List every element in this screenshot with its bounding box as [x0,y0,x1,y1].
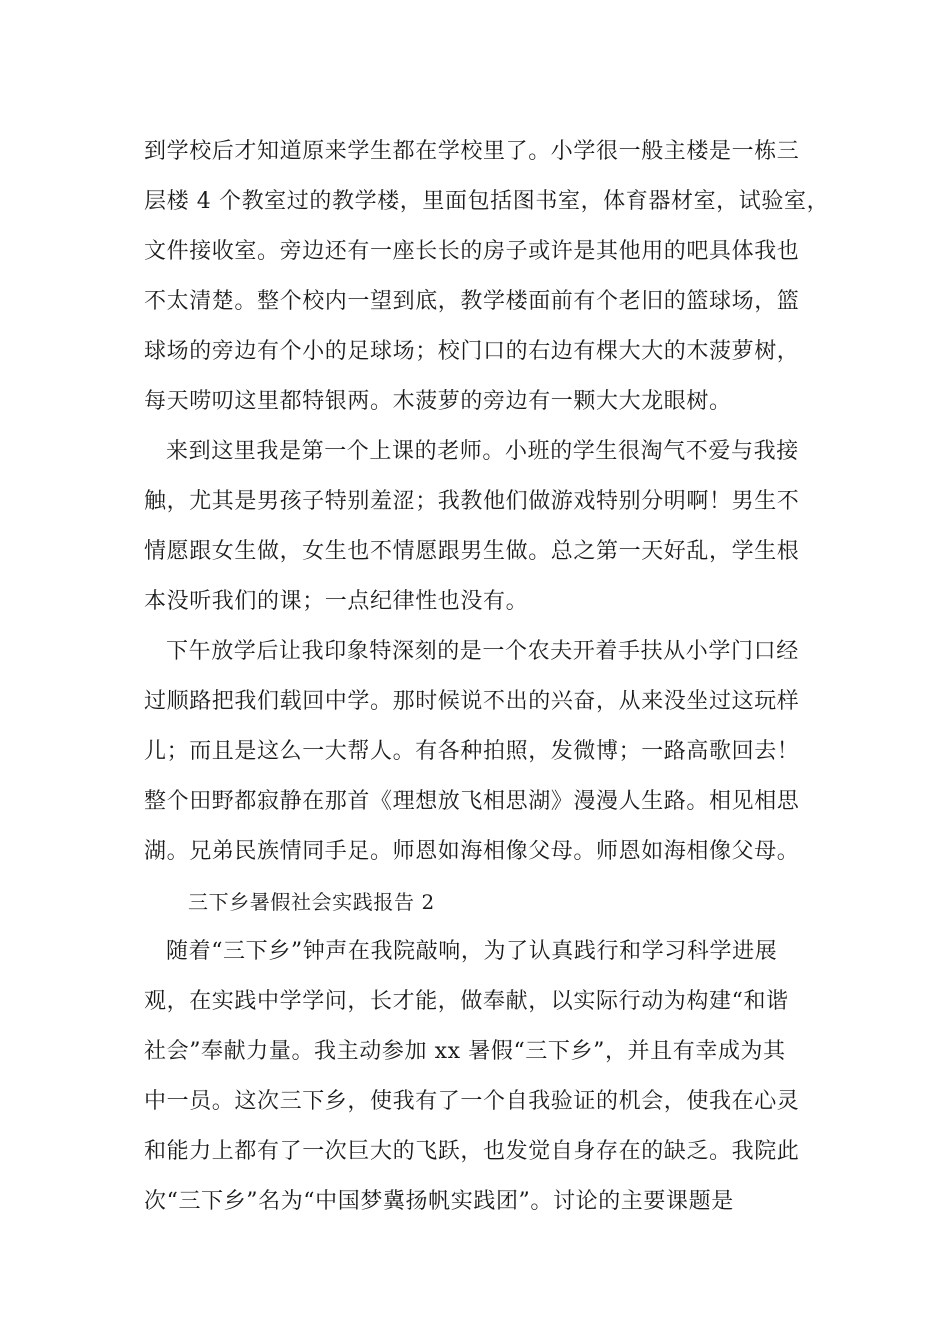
text-line: 社会”奉献力量。我主动参加 xx 暑假“三下乡”，并且有幸成为其 [144,1039,786,1064]
text-line: 到学校后才知道原来学生都在学校里了。小学很一般主楼是一栋三 [144,139,800,164]
text-line: 整个田野都寂静在那首《理想放飞相思湖》漫漫人生路。相见相思 [144,789,800,814]
paragraph-first-line: 来到这里我是第一个上课的老师。小班的学生很淘气不爱与我接 [166,439,799,464]
section-heading: 三下乡暑假社会实践报告 2 [188,890,435,914]
text-line: 层楼 4 个教室过的教学楼，里面包括图书室，体育器材室，试验室， [144,189,830,214]
text-line: 触，尤其是男孩子特别羞涩；我教他们做游戏特别分明啊！男生不 [144,489,800,514]
text-line: 本没听我们的课；一点纪律性也没有。 [144,589,529,614]
text-line: 球场的旁边有个小的足球场；校门口的右边有棵大大的木菠萝树， [144,339,800,364]
paragraph-first-line: 随着“三下乡”钟声在我院敲响，为了认真践行和学习科学进展 [166,939,778,964]
text-line: 观，在实践中学学问，长才能，做奉献，以实际行动为构建“和谐 [144,989,789,1014]
text-line: 文件接收室。旁边还有一座长长的房子或许是其他用的吧具体我也 [144,239,800,264]
paragraph-first-line: 下午放学后让我印象特深刻的是一个农夫开着手扶从小学门口经 [166,639,799,664]
text-line: 中一员。这次三下乡，使我有了一个自我验证的机会，使我在心灵 [144,1089,800,1114]
text-line: 情愿跟女生做，女生也不情愿跟男生做。总之第一天好乱，学生根 [144,539,800,564]
text-line: 和能力上都有了一次巨大的飞跃，也发觉自身存在的缺乏。我院此 [144,1139,800,1164]
text-line: 过顺路把我们载回中学。那时候说不出的兴奋，从来没坐过这玩样 [144,689,800,714]
text-line: 湖。兄弟民族情同手足。师恩如海相像父母。师恩如海相像父母。 [144,839,800,864]
text-line: 次“三下乡”名为“中国梦冀扬帆实践团”。讨论的主要课题是 [144,1189,734,1214]
text-line: 每天唠叨这里都特银两。木菠萝的旁边有一颗大大龙眼树。 [144,389,732,414]
text-line: 儿；而且是这么一大帮人。有各种拍照，发微博；一路高歌回去！ [144,739,800,764]
text-line: 不太清楚。整个校内一望到底，教学楼面前有个老旧的篮球场，篮 [144,289,800,314]
